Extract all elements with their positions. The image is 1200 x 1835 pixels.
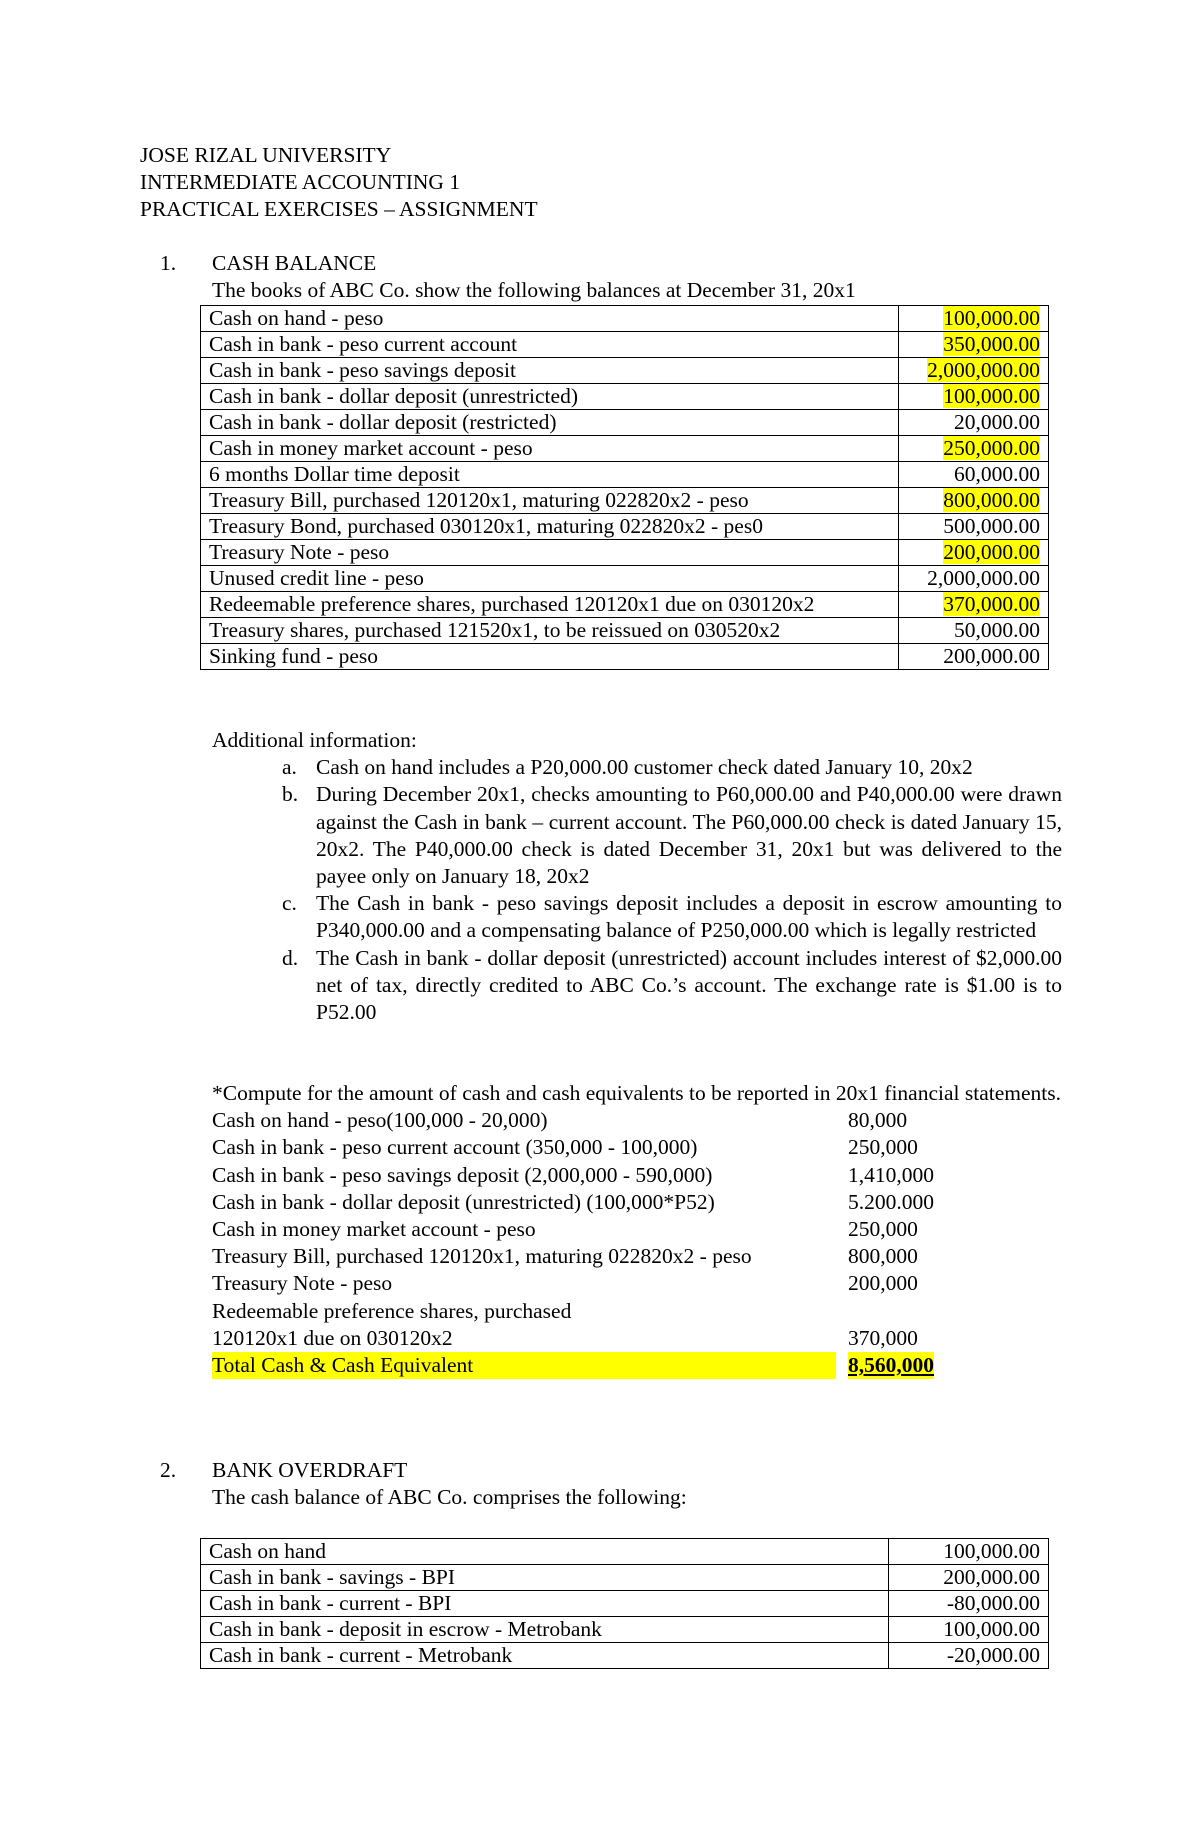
account-amount <box>899 514 1049 540</box>
section-1-subtitle: The books of ABC Co. show the following balances at December 31, 20x1 <box>212 278 856 302</box>
table-row <box>201 514 1049 540</box>
account-amount <box>899 306 1049 332</box>
amount-value: 100,000.00 <box>943 384 1040 408</box>
table-row <box>201 1539 1049 1565</box>
item-letter: a. <box>282 755 297 780</box>
account-amount: 100,000.00 <box>889 1617 1049 1643</box>
account-label: Cash in bank - current - BPI <box>201 1591 889 1617</box>
compute-value: 250,000 <box>848 1216 918 1241</box>
account-amount <box>899 332 1049 358</box>
account-label: Treasury Note - peso <box>201 540 899 566</box>
compute-label: Treasury Note - peso <box>212 1271 393 1296</box>
compute-label: 120120x1 due on 030120x2 <box>212 1325 453 1350</box>
account-label: Treasury shares, purchased 121520x1, to be reissued on 030520x2 <box>201 618 899 644</box>
account-label: Treasury Bond, purchased 030120x1, maturing 022820x2 - pes0 <box>201 514 899 540</box>
item-letter: b. <box>282 782 299 807</box>
additional-information <box>212 727 1062 1026</box>
document-header <box>140 142 740 224</box>
item-letter: c. <box>282 891 297 916</box>
section-2-number: 2. <box>160 1458 177 1482</box>
additional-item <box>212 754 1062 781</box>
compute-row <box>212 1162 1062 1189</box>
amount-value: 500,000.00 <box>943 514 1040 538</box>
account-amount <box>899 618 1049 644</box>
table-row <box>201 618 1049 644</box>
amount-value: 60,000.00 <box>954 462 1040 486</box>
compute-value: 250,000 <box>848 1135 918 1160</box>
document-title: PRACTICAL EXERCISES – ASSIGNMENT <box>140 197 538 222</box>
compute-value: 1,410,000 <box>848 1162 934 1187</box>
account-amount <box>899 566 1049 592</box>
item-text: The Cash in bank - peso savings deposit includes a deposit in escrow amounting to P340,000.00 and a compensating balance of P250,000.00 which is legally restricted <box>316 891 1062 943</box>
item-text: The Cash in bank - dollar deposit (unrestricted) account includes interest of $2,000.00 net of tax, directly credited to ABC Co.’s account. The exchange rate is $1.00 is to P52.00 <box>316 945 1062 1025</box>
additional-item <box>212 945 1062 1027</box>
total-row <box>212 1352 1062 1379</box>
compute-row <box>212 1216 1062 1243</box>
table-row <box>201 436 1049 462</box>
account-label: Cash on hand <box>201 1539 889 1565</box>
account-amount <box>899 384 1049 410</box>
compute-label: Cash in bank - peso savings deposit (2,000,000 - 590,000) <box>212 1162 713 1187</box>
total-value: 8,560,000 <box>848 1352 934 1379</box>
account-amount <box>899 436 1049 462</box>
additional-information-title: Additional information: <box>212 728 417 752</box>
table-row <box>201 358 1049 384</box>
compute-label: Cash in money market account - peso <box>212 1216 536 1241</box>
table-row <box>201 540 1049 566</box>
amount-value: 100,000.00 <box>943 306 1040 330</box>
additional-item <box>212 890 1062 944</box>
university-name: JOSE RIZAL UNIVERSITY <box>140 143 392 167</box>
compute-row <box>212 1270 1062 1297</box>
item-text: During December 20x1, checks amounting to P60,000.00 and P40,000.00 were drawn against the Cash in bank – current account. The P60,000.00 check is dated January 15, 20x2. The P40,000.00 check is dated December 31, 20x1 but was delivered to the payee only on January 18, 20x2 <box>316 782 1062 889</box>
account-amount <box>899 644 1049 670</box>
bank-overdraft-table <box>200 1538 1049 1669</box>
table-row <box>201 592 1049 618</box>
compute-label: Treasury Bill, purchased 120120x1, maturing 022820x2 - peso <box>212 1244 752 1269</box>
total-label: Total Cash & Cash Equivalent <box>212 1352 836 1379</box>
account-label: Cash in bank - peso savings deposit <box>201 358 899 384</box>
account-amount <box>899 358 1049 384</box>
compute-section <box>212 1080 1062 1379</box>
amount-value: 350,000.00 <box>943 332 1040 356</box>
account-label: Redeemable preference shares, purchased 120120x1 due on 030120x2 <box>201 592 899 618</box>
compute-label: Cash in bank - dollar deposit (unrestricted) (100,000*P52) <box>212 1189 715 1214</box>
account-label: Cash in money market account - peso <box>201 436 899 462</box>
cash-balance-table <box>200 305 1049 670</box>
item-text: Cash on hand includes a P20,000.00 customer check dated January 10, 20x2 <box>316 755 973 780</box>
compute-row <box>212 1243 1062 1270</box>
account-label: Sinking fund - peso <box>201 644 899 670</box>
table-row <box>201 488 1049 514</box>
section-2-subtitle: The cash balance of ABC Co. comprises the following: <box>212 1485 687 1509</box>
amount-value: 370,000.00 <box>943 592 1040 616</box>
compute-label: Redeemable preference shares, purchased <box>212 1298 572 1323</box>
account-label: Cash in bank - peso current account <box>201 332 899 358</box>
account-label: Cash in bank - current - Metrobank <box>201 1643 889 1669</box>
account-amount <box>899 462 1049 488</box>
account-amount: -80,000.00 <box>889 1591 1049 1617</box>
section-2-title: BANK OVERDRAFT <box>212 1458 408 1482</box>
table-row <box>201 1617 1049 1643</box>
compute-row <box>212 1325 1062 1352</box>
compute-value: 800,000 <box>848 1244 918 1269</box>
account-amount <box>899 540 1049 566</box>
course-name: INTERMEDIATE ACCOUNTING 1 <box>140 170 461 195</box>
table-row <box>201 332 1049 358</box>
amount-value: 2,000,000.00 <box>927 566 1040 590</box>
section-1-number: 1. <box>160 251 177 275</box>
compute-value: 200,000 <box>848 1271 918 1296</box>
table-row <box>201 1565 1049 1591</box>
account-amount: 200,000.00 <box>889 1565 1049 1591</box>
account-label: Treasury Bill, purchased 120120x1, maturing 022820x2 - peso <box>201 488 899 514</box>
account-amount <box>899 592 1049 618</box>
amount-value: 800,000.00 <box>943 488 1040 512</box>
compute-row <box>212 1107 1062 1134</box>
table-row <box>201 1643 1049 1669</box>
account-label: Cash on hand - peso <box>201 306 899 332</box>
compute-value: 370,000 <box>848 1325 918 1350</box>
section-1-title: CASH BALANCE <box>212 251 377 275</box>
item-letter: d. <box>282 945 299 970</box>
account-label: Unused credit line - peso <box>201 566 899 592</box>
table-row <box>201 644 1049 670</box>
table-row <box>201 462 1049 488</box>
account-amount <box>899 488 1049 514</box>
amount-value: 250,000.00 <box>943 436 1040 460</box>
additional-item <box>212 781 1062 890</box>
compute-label: Cash on hand - peso(100,000 - 20,000) <box>212 1108 548 1133</box>
compute-intro: *Compute for the amount of cash and cash equivalents to be reported in 20x1 financial statements. <box>212 1081 1062 1105</box>
account-label: Cash in bank - dollar deposit (restricted) <box>201 410 899 436</box>
table-row <box>201 1591 1049 1617</box>
amount-value: 50,000.00 <box>954 618 1040 642</box>
compute-value: 80,000 <box>848 1108 908 1133</box>
account-label: Cash in bank - dollar deposit (unrestricted) <box>201 384 899 410</box>
account-amount: 100,000.00 <box>889 1539 1049 1565</box>
amount-value: 20,000.00 <box>954 410 1040 434</box>
amount-value: 2,000,000.00 <box>927 358 1040 382</box>
amount-value: 200,000.00 <box>943 540 1040 564</box>
table-row <box>201 410 1049 436</box>
table-row <box>201 384 1049 410</box>
compute-row <box>212 1134 1062 1161</box>
compute-row <box>212 1298 1062 1325</box>
account-label: Cash in bank - savings - BPI <box>201 1565 889 1591</box>
table-row <box>201 566 1049 592</box>
account-label: 6 months Dollar time deposit <box>201 462 899 488</box>
compute-value: 5.200.000 <box>848 1189 934 1214</box>
compute-row <box>212 1189 1062 1216</box>
account-amount: -20,000.00 <box>889 1643 1049 1669</box>
amount-value: 200,000.00 <box>943 644 1040 668</box>
account-amount <box>899 410 1049 436</box>
account-label: Cash in bank - deposit in escrow - Metrobank <box>201 1617 889 1643</box>
table-row <box>201 306 1049 332</box>
compute-label: Cash in bank - peso current account (350,000 - 100,000) <box>212 1135 698 1160</box>
